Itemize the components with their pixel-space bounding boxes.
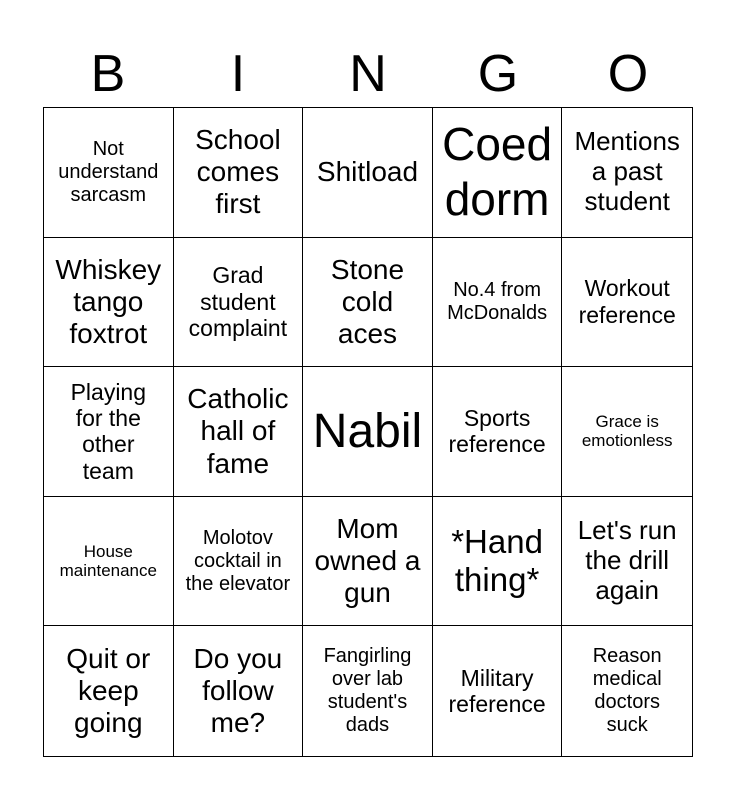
cell-label: School comes first [195, 124, 281, 220]
bingo-cell-r1c3[interactable] [303, 108, 433, 238]
cell-label: Grace is emotionless [581, 411, 673, 451]
cell-label: Sports reference [448, 405, 546, 458]
bingo-cell-r4c1[interactable] [44, 497, 174, 627]
bingo-cell-r2c1[interactable] [44, 238, 174, 368]
header-letter-n: N [349, 45, 387, 103]
cell-label: Not understand sarcasm [58, 137, 159, 206]
bingo-cell-r5c2[interactable] [174, 626, 304, 756]
cell-label: House maintenance [59, 541, 157, 581]
bingo-cell-r5c4[interactable] [433, 626, 563, 756]
bingo-cell-r5c1[interactable] [44, 626, 174, 756]
cell-label: Shitload [316, 156, 419, 188]
bingo-cell-r2c3[interactable] [303, 238, 433, 368]
bingo-cell-r3c5[interactable] [562, 367, 692, 497]
bingo-cell-r4c5[interactable] [562, 497, 692, 627]
cell-label: Whiskey tango foxtrot [55, 253, 162, 349]
bingo-cell-r3c1[interactable] [44, 367, 174, 497]
cell-label: Reason medical doctors suck [592, 645, 662, 737]
cell-label: No.4 from McDonalds [447, 278, 548, 324]
cell-label: Military reference [448, 664, 546, 718]
cell-label: Mom owned a gun [314, 512, 421, 609]
bingo-cell-r1c2[interactable] [174, 108, 304, 238]
bingo-cell-r3c2[interactable] [174, 367, 304, 497]
bingo-cell-r3c3[interactable] [303, 367, 433, 497]
cell-label: Playing for the other team [70, 378, 147, 484]
bingo-cell-r5c5[interactable] [562, 626, 692, 756]
cell-label: Do you follow me? [193, 642, 283, 739]
bingo-cell-r2c5[interactable] [562, 238, 692, 368]
bingo-cell-r3c4[interactable] [433, 367, 563, 497]
bingo-board [43, 107, 693, 757]
bingo-cell-r1c5[interactable] [562, 108, 692, 238]
bingo-cell-r5c3[interactable] [303, 626, 433, 756]
cell-label: Catholic hall of fame [187, 383, 289, 479]
bingo-cell-r2c2[interactable] [174, 238, 304, 368]
cell-label: Fangirling over lab student's dads [323, 645, 412, 737]
cell-label: Mentions a past student [574, 126, 680, 217]
bingo-cell-r1c4[interactable] [433, 108, 563, 238]
cell-label: Let's run the drill again [577, 515, 677, 606]
header-letter-b: B [90, 45, 126, 103]
bingo-cell-r4c4[interactable] [433, 497, 563, 627]
bingo-cell-r4c2[interactable] [174, 497, 304, 627]
cell-label: Coed dorm [442, 118, 553, 226]
cell-label: Quit or keep going [66, 642, 151, 739]
cell-label: Nabil [312, 404, 423, 458]
bingo-cell-r1c1[interactable] [44, 108, 174, 238]
header-letter-i: I [230, 45, 246, 103]
cell-label: Grad student complaint [188, 262, 288, 342]
bingo-header [43, 40, 693, 108]
cell-label: Molotov cocktail in the elevator [185, 526, 291, 595]
header-letter-o: O [607, 45, 649, 103]
cell-label: Stone cold aces [330, 253, 405, 349]
cell-label: Workout reference [578, 275, 676, 328]
bingo-cell-r2c4[interactable] [433, 238, 563, 368]
header-letter-g: G [477, 45, 519, 103]
cell-label: *Hand thing* [451, 523, 543, 599]
bingo-cell-r4c3[interactable] [303, 497, 433, 627]
